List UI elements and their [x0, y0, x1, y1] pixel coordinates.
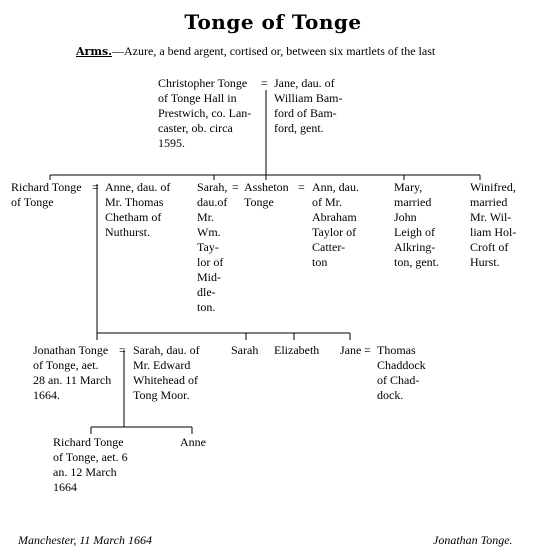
person-thomas-chaddock: Thomas Chaddock of Chad- dock.	[377, 343, 426, 402]
person-ann-taylor: Ann, dau. of Mr. Abraham Taylor of Catter- ton	[312, 180, 359, 269]
person-sarah: Sarah	[231, 343, 259, 357]
person-christopher-tonge: Christopher Tonge of Tonge Hall in Prestwich, co. Lan- caster, ob. circa 1595.	[158, 76, 252, 150]
person-richard-tonge: Richard Tonge of Tonge	[11, 180, 82, 209]
marriage-sign: =	[92, 180, 99, 194]
person-sarah-whitehead: Sarah, dau. of Mr. Edward Whitehead of Tong Moor.	[133, 343, 200, 402]
person-anne-chetham: Anne, dau. of Mr. Thomas Chetham of Nuthurst.	[105, 180, 171, 239]
person-assheton-tonge: Assheton Tonge	[244, 180, 289, 209]
person-jane-bamford: Jane, dau. of William Bam- ford of Bam- ford, gent.	[274, 76, 343, 135]
person-jane: Jane	[340, 343, 362, 357]
marriage-sign: =	[364, 343, 371, 357]
footer-signature: Jonathan Tonge.	[433, 533, 513, 547]
person-mary: Mary, married John Leigh of Alkring- ton, gent.	[394, 180, 439, 269]
person-winifred: Winifred, married Mr. Wil- liam Hol- Croft of Hurst.	[470, 180, 517, 269]
person-anne: Anne	[180, 435, 206, 449]
marriage-sign: =	[298, 180, 305, 194]
marriage-sign: =	[232, 180, 239, 194]
marriage-sign: =	[119, 343, 126, 357]
marriage-sign: =	[261, 76, 268, 90]
arms-blazon: —Azure, a bend argent, cortised or, between six martlets of the last	[112, 44, 436, 58]
arms-label: Arms.	[76, 45, 112, 58]
page-title: Tonge of Tonge	[184, 10, 362, 34]
footer-place-date: Manchester, 11 March 1664	[18, 533, 152, 547]
person-elizabeth: Elizabeth	[274, 343, 320, 357]
person-sarah-taylor: Sarah, dau.of Mr. Wm. Tay- lor of Mid- dle- ton.	[197, 180, 228, 314]
person-richard-tonge-jr: Richard Tonge of Tonge, aet. 6 an. 12 March 1664	[53, 435, 128, 494]
person-jonathan-tonge: Jonathan Tonge of Tonge, aet. 28 an. 11 March 1664.	[33, 343, 112, 402]
